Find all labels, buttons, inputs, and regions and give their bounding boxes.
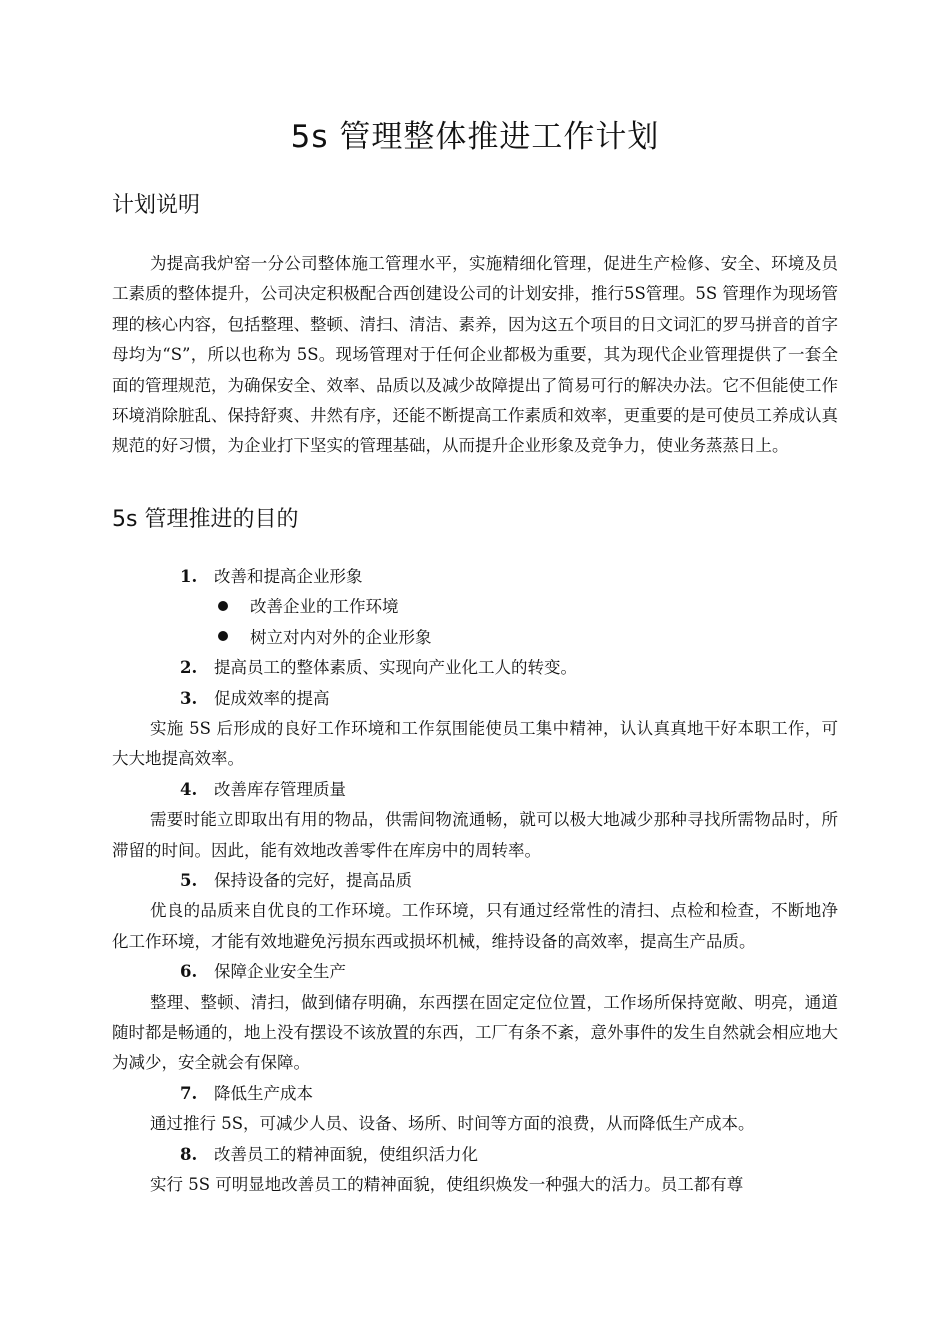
goal-item-3 (112, 684, 838, 714)
goal-paragraph: 实行 5S 可明显地改善员工的精神面貌，使组织焕发一种强大的活力。员工都有尊 (150, 1174, 744, 1194)
goal-item-4 (112, 775, 838, 805)
goal-paragraph: 通过推行 5S，可减少人员、设备、场所、时间等方面的浪费，从而降低生产成本。 (150, 1114, 755, 1134)
goal-label: 促成效率的提高 (214, 688, 330, 708)
goal-number: 3. (180, 688, 198, 708)
goal-item-1 (112, 562, 838, 592)
bullet-icon (218, 631, 228, 641)
goal-paragraph: 整理、整顿、清扫，做到储存明确，东西摆在固定定位位置，工作场所保持宽敞、明亮，通道随时都是畅通的，地上没有摆设不该放置的东西，工厂有条不紊，意外事件的发生自然就会相应地大为减少，安全就会有保障。 (112, 992, 838, 1073)
bullet-item (112, 592, 838, 622)
goal-list (112, 562, 838, 1200)
goal-label: 保持设备的完好，提高品质 (214, 870, 412, 890)
bullet-icon (218, 601, 228, 611)
goal-label: 改善和提高企业形象 (214, 567, 363, 586)
goal-number: 2. (180, 658, 198, 678)
goal-label: 保障企业安全生产 (214, 962, 346, 982)
goal-label: 改善员工的精神面貌，使组织活力化 (214, 1144, 478, 1164)
goal-label: 改善库存管理质量 (214, 779, 346, 799)
page-title: 5s 管理整体推进工作计划 (290, 119, 660, 155)
goal-item-2 (112, 653, 838, 683)
goal-item-8 (112, 1140, 838, 1170)
goal-number: 1. (180, 567, 198, 586)
goal-paragraph: 实施 5S 后形成的良好工作环境和工作氛围能使员工集中精神，认认真真地干好本职工作，可大大地提高效率。 (112, 718, 838, 769)
goal-number: 5. (180, 870, 198, 890)
goal-number: 4. (180, 779, 198, 799)
intro-paragraph: 为提高我炉窑一分公司整体施工管理水平，实施精细化管理，促进生产检修、安全、环境及员工素质的整体提升，公司决定积极配合西创建设公司的计划安排，推行5S管理。5S 管理作为现场管理的核心内容，包括整理、整顿、清扫、清洁、素养，因为这五个项目的日文词汇的罗马拼音的首字母均为“S”，所以也称为 5S。现场管理对于任何企业都极为重要，其为现代企业管理提供了一套全面的管理规范，为确保安全、效率、品质以及减少故障提出了简易可行的解决办法。它不但能使工作环境消除脏乱、保持舒爽、井然有序，还能不断提高工作素质和效率，更重要的是可使员工养成认真规范的好习惯，为企业打下坚实的管理基础，从而提升企业形象及竞争力，使业务蒸蒸日上。 (112, 254, 838, 456)
goal-paragraph: 需要时能立即取出有用的物品，供需间物流通畅，就可以极大地减少那种寻找所需物品时，所滞留的时间。因此，能有效地改善零件在库房中的周转率。 (112, 810, 838, 860)
goal-number: 8. (180, 1144, 198, 1164)
goal-number: 6. (180, 962, 198, 982)
goal-number: 7. (180, 1083, 198, 1103)
section-heading-plan-description: 计划说明 (112, 193, 201, 218)
goal-item-7 (112, 1079, 838, 1109)
goal-item-6 (112, 957, 838, 987)
goal-item-5 (112, 866, 838, 896)
goal-label: 降低生产成本 (214, 1083, 313, 1103)
section-heading-goals: 5s 管理推进的目的 (112, 507, 299, 532)
bullet-text: 改善企业的工作环境 (250, 597, 399, 617)
goal-label: 提高员工的整体素质、实现向产业化工人的转变。 (214, 658, 577, 678)
goal-paragraph: 优良的品质来自优良的工作环境。工作环境，只有通过经常性的清扫、点检和检查，不断地净化工作环境，才能有效地避免污损东西或损坏机械，维持设备的高效率，提高生产品质。 (112, 901, 838, 951)
bullet-text: 树立对内对外的企业形象 (250, 627, 432, 647)
bullet-item (112, 623, 838, 653)
